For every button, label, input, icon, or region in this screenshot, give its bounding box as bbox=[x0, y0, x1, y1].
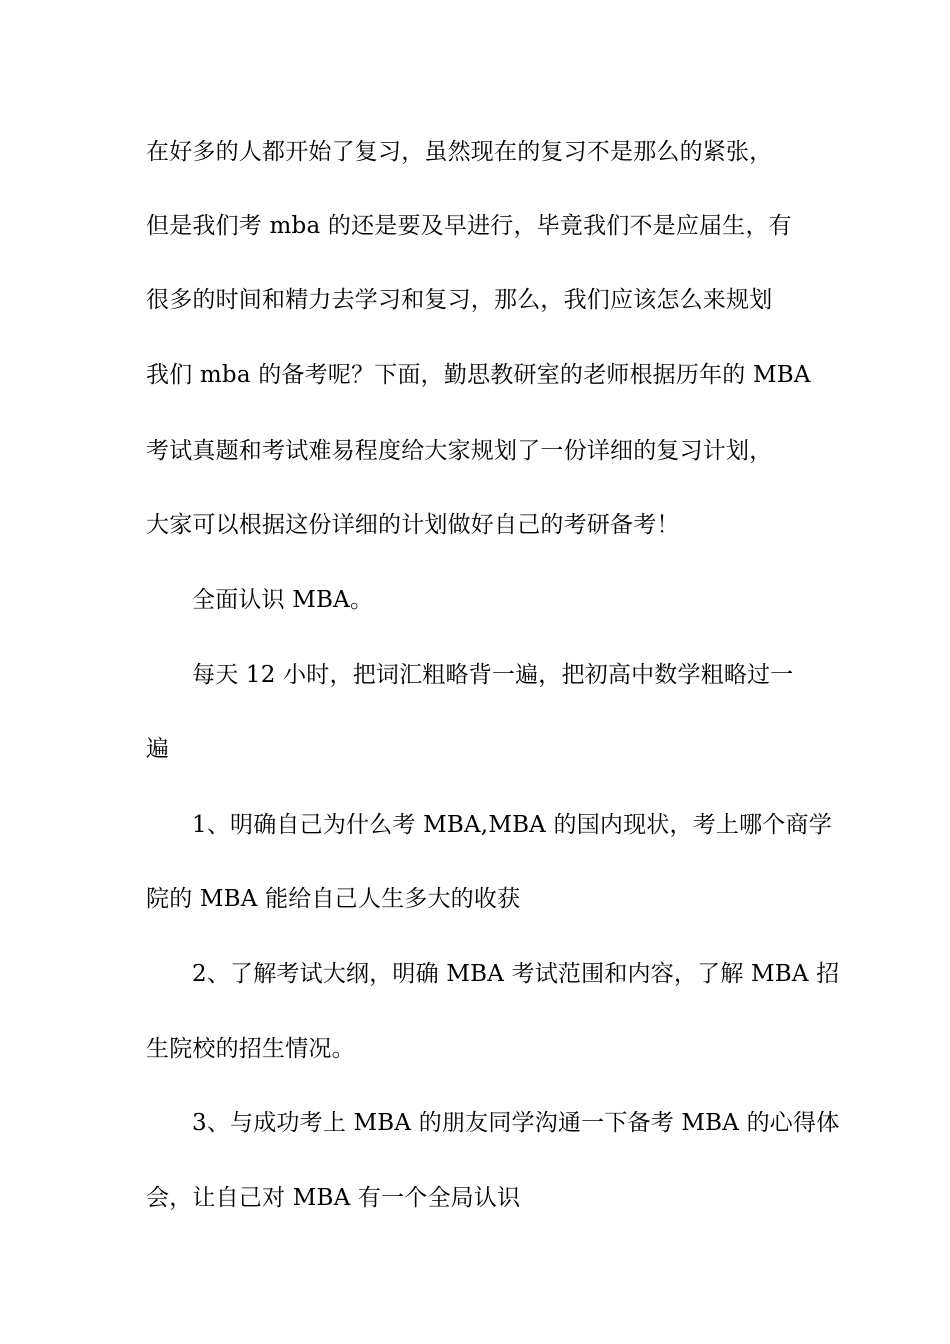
paragraph-3-line-2: 遍 bbox=[146, 736, 170, 762]
paragraph-5-line-2: 生院校的招生情况。 bbox=[146, 1036, 355, 1062]
paragraph-1-line-6: 大家可以根据这份详细的计划做好自己的考研备考！ bbox=[146, 512, 680, 538]
paragraph-4-line-1: 1、明确自己为什么考 MBA,MBA 的国内现状，考上哪个商学 bbox=[192, 812, 832, 838]
paragraph-1-line-5: 考试真题和考试难易程度给大家规划了一份详细的复习计划， bbox=[146, 438, 773, 464]
paragraph-2-line-1: 全面认识 MBA。 bbox=[192, 587, 374, 613]
paragraph-6-line-2: 会，让自己对 MBA 有一个全局认识 bbox=[146, 1185, 521, 1211]
paragraph-5-line-1: 2、了解考试大纲，明确 MBA 考试范围和内容，了解 MBA 招 bbox=[192, 961, 840, 987]
paragraph-1-line-4: 我们 mba 的备考呢？下面，勤思教研室的老师根据历年的 MBA bbox=[146, 362, 811, 388]
paragraph-1-line-2: 但是我们考 mba 的还是要及早进行，毕竟我们不是应届生，有 bbox=[146, 213, 792, 239]
paragraph-4-line-2: 院的 MBA 能给自己人生多大的收获 bbox=[146, 886, 521, 912]
paragraph-1-line-1: 在好多的人都开始了复习，虽然现在的复习不是那么的紧张， bbox=[146, 139, 773, 165]
paragraph-1-line-3: 很多的时间和精力去学习和复习，那么，我们应该怎么来规划 bbox=[146, 287, 773, 313]
paragraph-3-line-1: 每天 12 小时，把词汇粗略背一遍，把初高中数学粗略过一 bbox=[192, 662, 794, 688]
paragraph-6-line-1: 3、与成功考上 MBA 的朋友同学沟通一下备考 MBA 的心得体 bbox=[192, 1110, 840, 1136]
